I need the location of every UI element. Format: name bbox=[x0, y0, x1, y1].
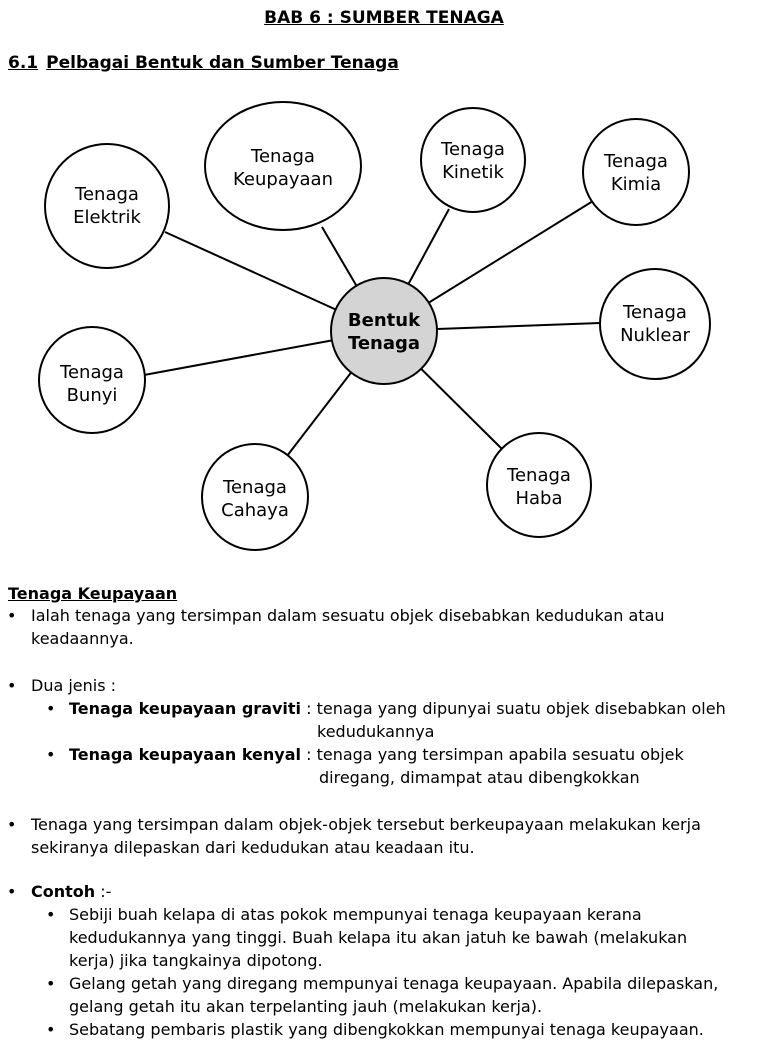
jenis1-desc: : tenaga yang dipunyai suatu objek disebabkan oleh bbox=[301, 699, 726, 718]
sub-bullet-marker: • bbox=[46, 745, 56, 764]
node-bunyi bbox=[39, 327, 145, 433]
ex2-line2: gelang getah itu akan terpelanting jauh (melakukan kerja). bbox=[69, 997, 543, 1016]
node-haba-line1: Tenaga bbox=[507, 465, 571, 486]
node-cahaya-line1: Tenaga bbox=[223, 477, 287, 498]
subheading-tenaga-keupayaan: Tenaga Keupayaan bbox=[8, 584, 178, 603]
node-kinetik bbox=[421, 108, 525, 212]
node-bunyi-line2: Bunyi bbox=[66, 385, 118, 406]
node-keupayaan-line1: Tenaga bbox=[251, 146, 315, 167]
jenis1-term: Tenaga keupayaan graviti bbox=[69, 699, 302, 718]
contoh-label: Contoh bbox=[31, 882, 96, 901]
ex1-line3: kerja) jika tangkainya dipotong. bbox=[69, 951, 323, 970]
bullet-marker: • bbox=[7, 882, 17, 901]
section-title-text: Pelbagai Bentuk dan Sumber Tenaga bbox=[46, 53, 399, 73]
section-number: 6.1 bbox=[8, 53, 39, 73]
node-keupayaan bbox=[205, 102, 361, 230]
contoh-suffix: :- bbox=[95, 882, 112, 901]
node-kinetik-line2: Kinetik bbox=[442, 162, 504, 183]
node-haba-line2: Haba bbox=[515, 488, 563, 509]
bullet-marker: • bbox=[7, 606, 17, 625]
ex1-line1: Sebiji buah kelapa di atas pokok mempunyai tenaga keupayaan kerana bbox=[69, 905, 642, 924]
contoh-line bbox=[31, 880, 111, 904]
bullet-marker: • bbox=[7, 676, 17, 695]
node-keupayaan-line2: Keupayaan bbox=[233, 169, 333, 190]
bullet-marker: • bbox=[7, 815, 17, 834]
center-node bbox=[331, 278, 437, 384]
jenis2-line2: diregang, dimampat atau dibengkokkan bbox=[319, 768, 640, 787]
node-kinetik-line1: Tenaga bbox=[441, 139, 505, 160]
ex1-line2: kedudukannya yang tinggi. Buah kelapa itu akan jatuh ke bawah (melakukan bbox=[69, 928, 688, 947]
p1-line1: Ialah tenaga yang tersimpan dalam sesuatu objek disebabkan kedudukan atau bbox=[31, 606, 665, 625]
jenis1-line1 bbox=[69, 697, 726, 721]
sub-bullet-marker: • bbox=[46, 905, 56, 924]
p2-text: Dua jenis : bbox=[31, 676, 117, 695]
node-bunyi-line1: Tenaga bbox=[60, 362, 124, 383]
node-kimia bbox=[583, 119, 689, 225]
node-elektrik bbox=[45, 144, 169, 268]
jenis2-term: Tenaga keupayaan kenyal bbox=[69, 745, 302, 764]
node-cahaya bbox=[202, 444, 308, 550]
sub-bullet-marker: • bbox=[46, 699, 56, 718]
node-kimia-line2: Kimia bbox=[610, 174, 662, 195]
center-label-line2: Tenaga bbox=[347, 333, 421, 354]
p3-line2: sekiranya dilepaskan dari kedudukan atau keadaan itu. bbox=[31, 838, 475, 857]
ex2-line1: Gelang getah yang diregang mempunyai tenaga keupayaan. Apabila dilepaskan, bbox=[69, 974, 719, 993]
node-elektrik-line2: Elektrik bbox=[73, 207, 141, 228]
jenis2-desc: : tenaga yang tersimpan apabila sesuatu objek bbox=[301, 745, 684, 764]
node-haba bbox=[487, 433, 591, 537]
sub-bullet-marker: • bbox=[46, 974, 56, 993]
jenis2-line1 bbox=[69, 743, 684, 767]
node-elektrik-line1: Tenaga bbox=[75, 184, 139, 205]
node-kimia-line1: Tenaga bbox=[604, 151, 668, 172]
jenis1-line2: kedudukannya bbox=[317, 722, 435, 741]
p1-line2: keadaannya. bbox=[31, 629, 134, 648]
sub-bullet-marker: • bbox=[46, 1020, 56, 1039]
center-label-line1: Bentuk bbox=[347, 310, 421, 331]
ex3-line1: Sebatang pembaris plastik yang dibengkokkan mempunyai tenaga keupayaan. bbox=[69, 1020, 704, 1039]
p3-line1: Tenaga yang tersimpan dalam objek-objek tersebut berkeupayaan melakukan kerja bbox=[31, 815, 701, 834]
node-cahaya-line2: Cahaya bbox=[221, 500, 289, 521]
page-title: BAB 6 : SUMBER TENAGA bbox=[264, 8, 504, 28]
node-nuklear-line2: Nuklear bbox=[620, 325, 690, 346]
node-nuklear bbox=[600, 269, 710, 379]
node-nuklear-line1: Tenaga bbox=[623, 302, 687, 323]
